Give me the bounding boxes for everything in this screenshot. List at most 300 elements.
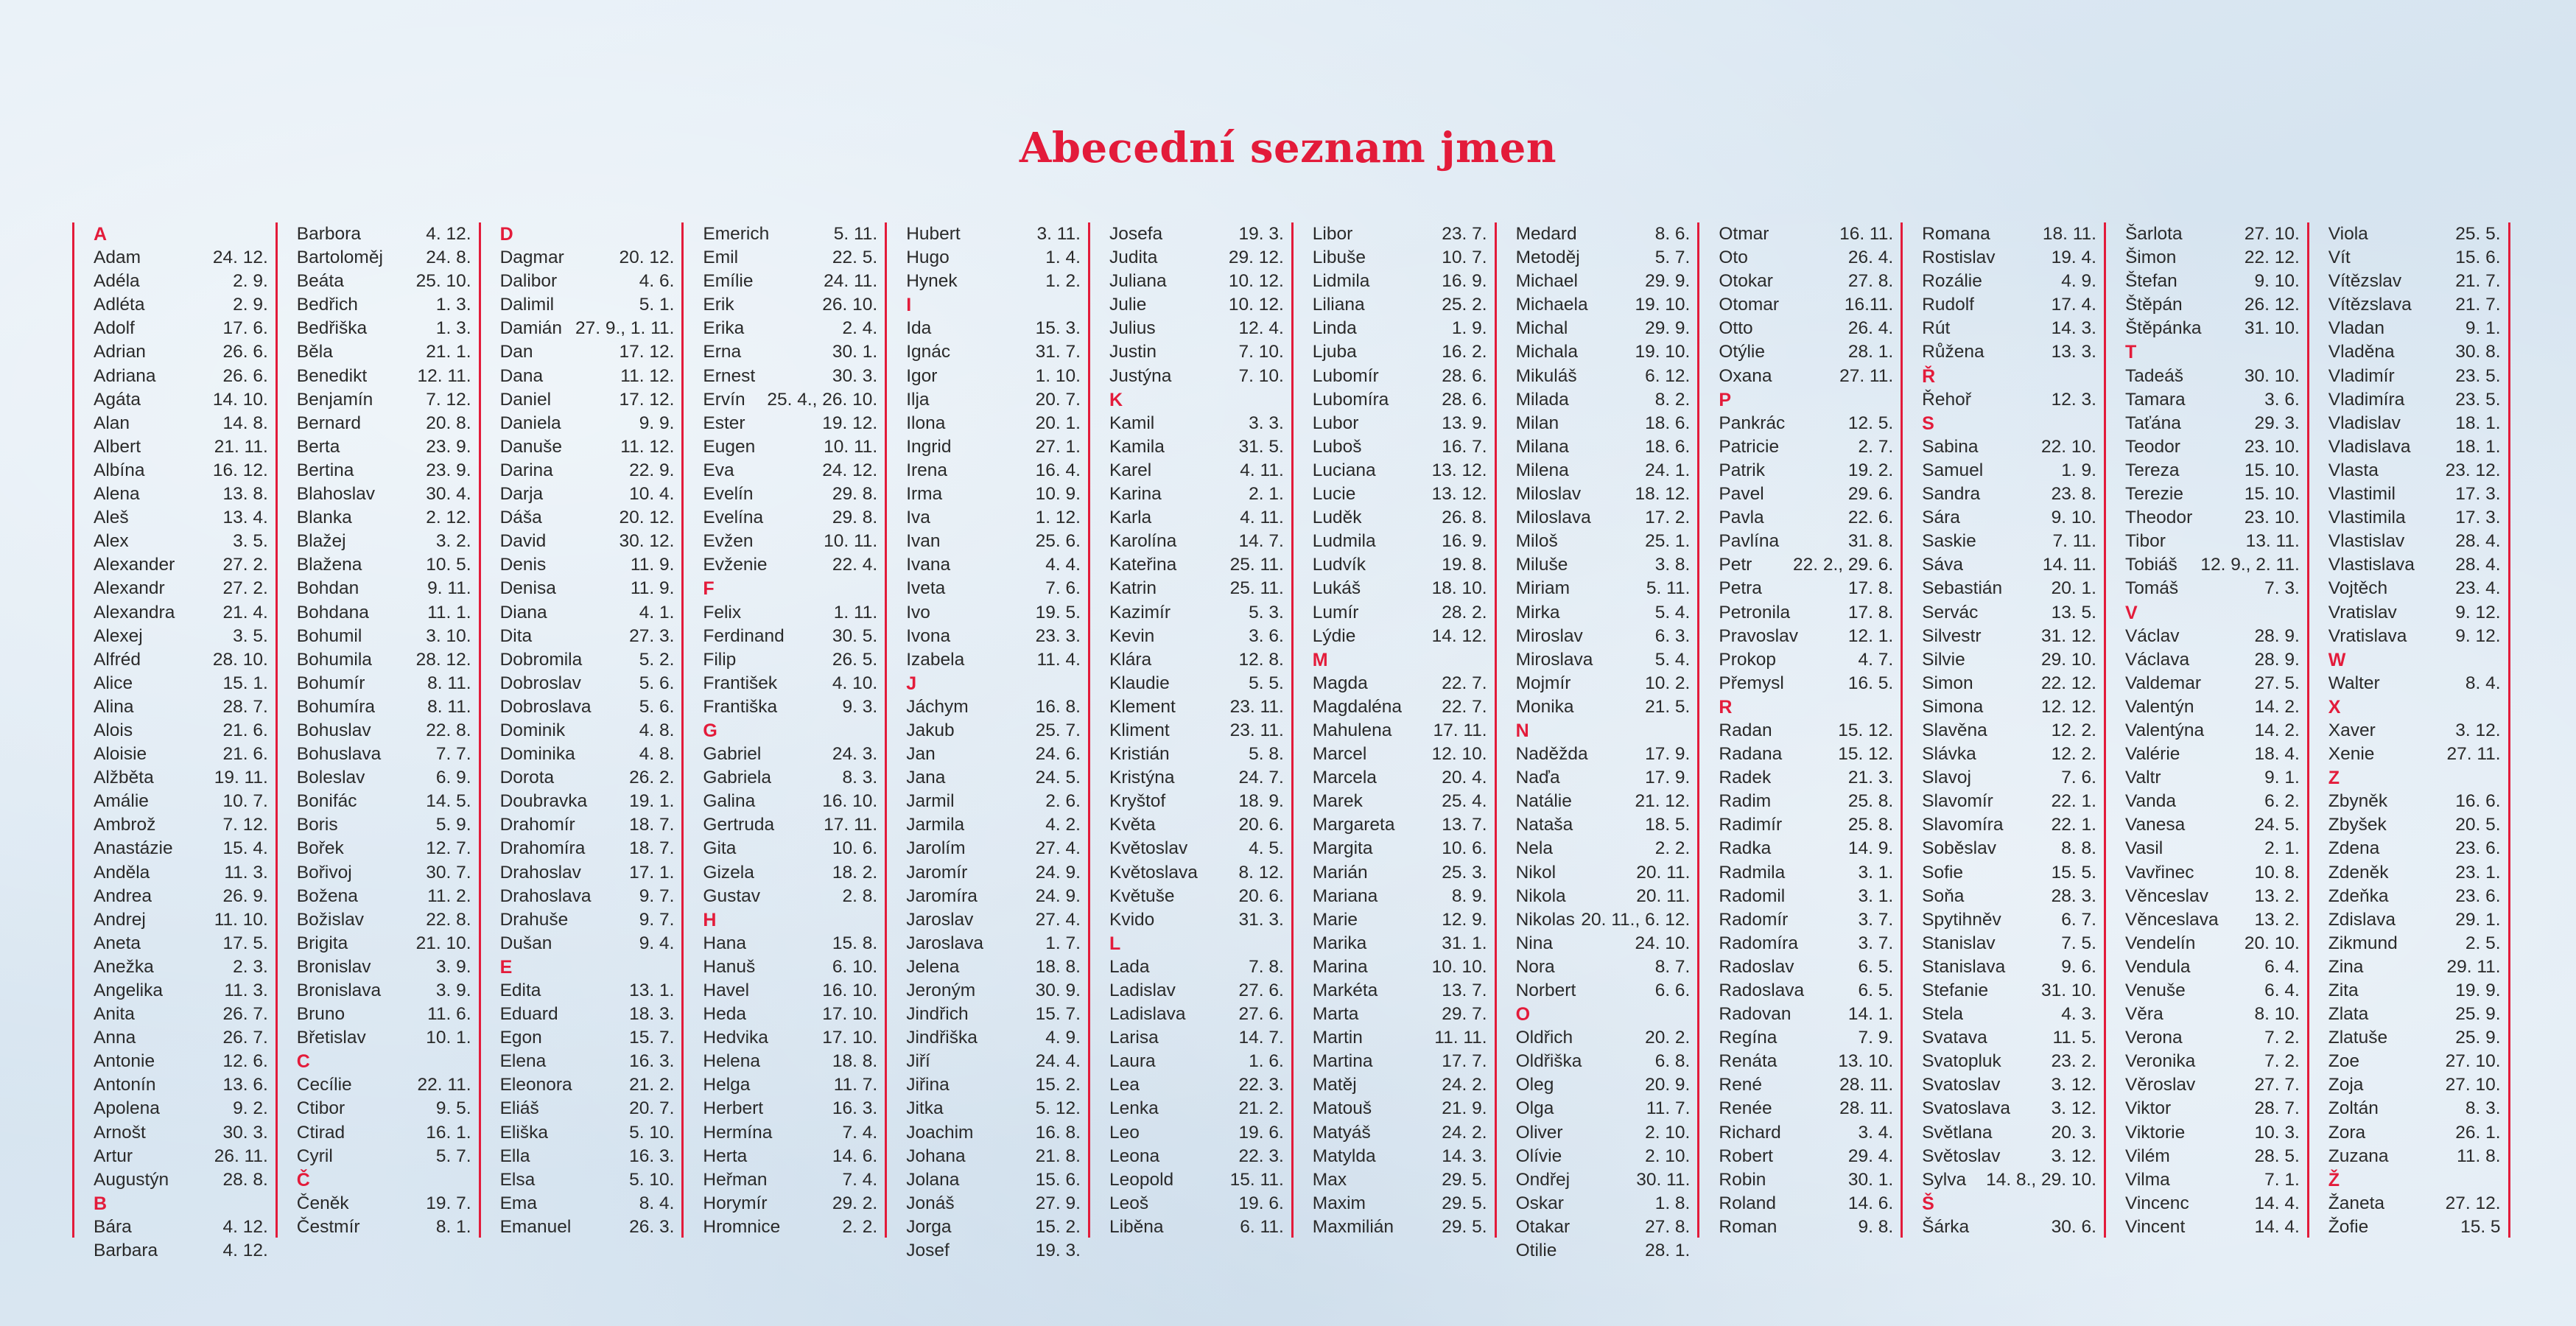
name-day-date: 17. 12. [619, 342, 675, 362]
name-text: Veronika [2124, 1051, 2196, 1072]
letter-heading: V [2124, 602, 2138, 623]
name-day-date: 3. 10. [426, 625, 471, 646]
name-day-date: 19. 6. [1238, 1122, 1284, 1143]
name-entry [500, 766, 675, 790]
name-day-date: 6. 4. [2264, 981, 2300, 1000]
name-day-date: 22. 10. [2041, 436, 2096, 457]
name-day-date: 1. 8. [1654, 1193, 1691, 1213]
name-text: Radmila [1719, 862, 1786, 883]
name-text: Vojtěch [2328, 578, 2388, 599]
name-day-date: 23. 9. [426, 436, 471, 457]
name-entry [2125, 270, 2300, 293]
name-entry [2328, 1073, 2501, 1097]
name-text: Zdeněk [2328, 862, 2389, 883]
name-text: Amálie [94, 791, 149, 812]
name-entry [1313, 1145, 1487, 1168]
name-text: Radimír [1719, 815, 1783, 835]
name-text: Roland [1719, 1193, 1777, 1213]
name-entry [1922, 1073, 2096, 1097]
name-day-date: 29. 10. [2041, 649, 2096, 670]
name-day-date: 18. 11. [2042, 224, 2096, 244]
name-day-date: 8. 9. [1451, 885, 1487, 906]
name-entry [94, 790, 268, 813]
name-day-date: 29. 5. [1442, 1216, 1487, 1237]
name-text: Jaroslav [906, 909, 974, 930]
name-day-date: 31. 12. [2041, 625, 2096, 646]
name-text: Dalibor [499, 271, 558, 292]
name-day-date: 23. 10. [2244, 436, 2300, 457]
name-column [276, 222, 479, 1238]
name-text: Elena [499, 1051, 547, 1072]
name-text: Magdaléna [1312, 696, 1403, 717]
name-day-date: 23. 8. [2051, 484, 2096, 505]
name-text: Marta [1312, 1004, 1359, 1025]
name-day-date: 25. 9. [2455, 1028, 2501, 1048]
name-text: Luciana [1312, 460, 1376, 480]
name-entry [1109, 908, 1284, 932]
name-text: Nikola [1515, 885, 1566, 906]
name-day-date: 22. 6. [1847, 508, 1894, 528]
name-text: Evelín [703, 484, 754, 505]
name-text: Milada [1515, 389, 1569, 410]
name-day-date: 9. 5. [435, 1098, 471, 1119]
name-entry [1313, 340, 1487, 364]
name-text: Drahoslava [499, 885, 592, 906]
name-entry [1516, 412, 1691, 435]
name-text: Apolena [94, 1098, 160, 1119]
name-entry [906, 932, 1081, 955]
name-day-date: 30. 3. [832, 365, 878, 386]
name-text: Ivana [906, 555, 951, 575]
name-day-date: 18. 9. [1238, 791, 1284, 812]
name-text: Alex [94, 531, 129, 552]
name-entry [2125, 908, 2300, 932]
name-day-date: 4. 12. [426, 224, 471, 244]
name-day-date: 19. 8. [1442, 555, 1487, 575]
name-day-date: 14. 7. [1238, 1028, 1284, 1048]
name-entry [94, 766, 268, 790]
name-text: Vít [2328, 248, 2351, 268]
name-text: Adléta [94, 295, 145, 315]
name-day-date: 9. 3. [842, 696, 878, 717]
name-text: Čeněk [296, 1193, 349, 1213]
name-text: Matylda [1312, 1146, 1376, 1166]
name-day-date: 2. 1. [1249, 484, 1284, 505]
name-day-date: 26. 7. [222, 1004, 268, 1025]
name-text: Marika [1312, 933, 1367, 953]
name-entry [2125, 1121, 2300, 1145]
name-entry [2328, 719, 2501, 743]
name-entry [297, 625, 471, 648]
name-day-date: 16. 3. [629, 1051, 675, 1072]
name-text: Vítězslava [2328, 295, 2412, 315]
name-day-date: 7. 8. [1249, 956, 1284, 977]
name-text: Vladan [2328, 318, 2385, 339]
name-entry [500, 577, 675, 600]
name-entry [500, 601, 675, 625]
name-text: Oleg [1515, 1075, 1554, 1095]
name-text: Julius [1109, 318, 1156, 339]
name-column [2104, 222, 2307, 1238]
name-text: Květoslav [1109, 838, 1188, 859]
name-entry [297, 1145, 471, 1168]
name-text: Renáta [1719, 1051, 1777, 1072]
name-entry [1922, 506, 2096, 530]
name-text: Ivan [906, 531, 941, 552]
name-day-date: 7. 10. [1238, 365, 1284, 386]
name-text: Beáta [296, 271, 344, 292]
name-day-date: 7. 9. [1858, 1028, 1894, 1048]
name-text: Ingrid [906, 436, 952, 457]
name-entry [1719, 861, 1893, 885]
name-entry [500, 246, 675, 270]
name-text: Lea [1109, 1075, 1140, 1095]
name-text: Alina [94, 696, 134, 717]
name-day-date: 12. 7. [426, 838, 471, 859]
name-text: Joachim [906, 1122, 974, 1143]
name-text: Svatoslava [1922, 1098, 2011, 1119]
name-day-date: 3. 12. [2051, 1098, 2096, 1119]
name-day-date: 23. 11. [1229, 696, 1284, 717]
name-entry [703, 530, 877, 553]
name-day-date: 29. 6. [1847, 484, 1894, 505]
name-day-date: 15. 7. [629, 1028, 675, 1048]
name-day-date: 4. 11. [1240, 460, 1284, 480]
name-text: Žaneta [2328, 1193, 2385, 1213]
name-text: Ivo [906, 602, 930, 622]
name-text: Andrej [94, 909, 146, 930]
name-day-date: 12. 2. [2051, 744, 2096, 765]
name-entry [1516, 1026, 1691, 1050]
name-entry [500, 648, 675, 672]
name-day-date: 26. 2. [629, 768, 675, 788]
name-text: Vratislava [2328, 625, 2407, 646]
name-text: Jorga [906, 1216, 952, 1237]
name-entry [1516, 553, 1691, 577]
name-entry [1719, 932, 1893, 955]
name-text: Bartoloměj [296, 248, 383, 268]
name-day-date: 18. 6. [1645, 436, 1691, 457]
name-entry [2328, 222, 2501, 246]
name-entry [1109, 317, 1284, 340]
name-day-date: 16. 3. [629, 1146, 675, 1166]
name-text: Barbara [94, 1241, 158, 1261]
name-entry [2328, 932, 2501, 955]
name-entry [297, 246, 471, 270]
name-text: Václav [2124, 625, 2180, 646]
name-day-date: 22. 4. [832, 555, 878, 575]
name-entry [1109, 222, 1284, 246]
name-day-date: 15. 10. [2244, 460, 2300, 480]
name-text: Zoja [2328, 1075, 2364, 1095]
name-day-date: 26. 8. [1442, 508, 1487, 528]
name-entry [703, 270, 877, 293]
name-text: Albína [94, 460, 145, 480]
name-day-date: 24. 4. [1035, 1051, 1081, 1072]
name-day-date: 10. 9. [1035, 484, 1081, 505]
name-entry [2328, 743, 2501, 766]
name-text: Johana [906, 1146, 966, 1166]
letter-heading: I [906, 295, 912, 316]
name-text: Božislav [296, 909, 365, 930]
name-text: Ernest [703, 365, 756, 386]
name-entry [2328, 601, 2501, 625]
name-text: Zdena [2328, 838, 2380, 859]
name-day-date: 22. 3. [1238, 1075, 1284, 1095]
name-text: Jaromíra [906, 885, 978, 906]
name-text: Havel [703, 981, 750, 1000]
name-entry [1516, 317, 1691, 340]
name-entry [1109, 412, 1284, 435]
name-text: Anežka [94, 956, 154, 977]
name-entry [1719, 837, 1893, 860]
name-day-date: 25. 11. [1229, 555, 1284, 575]
name-text: Miloslav [1515, 484, 1582, 505]
name-day-date: 24. 9. [1035, 885, 1081, 906]
name-day-date: 16. 6. [2455, 791, 2501, 812]
name-entry [1516, 1192, 1691, 1216]
name-day-date: 25. 1. [1645, 531, 1691, 552]
name-text: Doubravka [499, 791, 588, 812]
name-text: Dita [499, 625, 533, 646]
name-text: Simon [1922, 673, 1973, 693]
name-text: Eva [703, 460, 734, 480]
name-day-date: 20. 9. [1645, 1075, 1691, 1095]
name-text: Petr [1719, 555, 1752, 575]
name-text: Justýna [1109, 365, 1172, 386]
name-entry [703, 222, 877, 246]
name-day-date: 20. 4. [1442, 768, 1487, 788]
name-day-date: 28. 5. [2254, 1146, 2300, 1166]
name-day-date: 30. 10. [2244, 365, 2300, 386]
name-entry [2328, 1097, 2501, 1120]
name-day-date: 20. 2. [1645, 1028, 1691, 1048]
name-day-date: 19. 2. [1847, 460, 1894, 480]
name-text: Alexej [94, 625, 143, 646]
name-day-date: 7. 7. [435, 744, 471, 765]
name-text: Vratislav [2328, 602, 2397, 622]
name-day-date: 29. 11. [2446, 956, 2501, 977]
name-day-date: 14. 8. [222, 413, 268, 433]
name-day-date: 11. 12. [620, 365, 675, 386]
name-entry [94, 270, 268, 293]
name-text: Řehoř [1922, 389, 1971, 410]
name-day-date: 28. 11. [1839, 1098, 1894, 1119]
name-day-date: 8. 2. [1654, 389, 1691, 410]
name-entry [1719, 1003, 1893, 1026]
name-entry [500, 908, 675, 932]
name-entry [1719, 1216, 1893, 1239]
name-text: Vilém [2124, 1146, 2170, 1166]
name-entry [906, 766, 1081, 790]
name-text: Otokar [1719, 271, 1773, 292]
name-day-date: 30. 11. [1636, 1169, 1691, 1190]
name-day-date: 28. 7. [222, 696, 268, 717]
name-entry [1922, 1003, 2096, 1026]
name-text: Lubor [1312, 413, 1359, 433]
name-day-date: 11. 7. [833, 1075, 878, 1095]
name-text: Nikolas [1515, 909, 1575, 930]
name-text: Igor [906, 365, 938, 386]
name-text: Metoděj [1515, 248, 1580, 268]
name-text: Izabela [906, 649, 965, 670]
name-entry [2125, 483, 2300, 506]
name-entry [1109, 340, 1284, 364]
name-entry [1109, 553, 1284, 577]
name-entry [1313, 412, 1487, 435]
name-entry [1719, 766, 1893, 790]
name-text: Max [1312, 1169, 1347, 1190]
name-day-date: 24. 11. [824, 271, 878, 292]
name-entry [297, 365, 471, 388]
name-day-date: 27. 3. [629, 625, 675, 646]
name-entry [2328, 459, 2501, 483]
name-day-date: 27. 2. [222, 555, 268, 575]
name-day-date: 20. 11. [1636, 862, 1691, 883]
name-day-date: 27. 10. [2445, 1051, 2501, 1072]
name-entry [297, 1097, 471, 1120]
name-text: Ivona [906, 625, 951, 646]
name-entry [500, 553, 675, 577]
name-day-date: 13. 12. [1431, 460, 1487, 480]
name-entry [2125, 672, 2300, 695]
name-text: Ondřej [1515, 1169, 1570, 1190]
name-text: Tereza [2124, 460, 2180, 480]
name-text: Felix [703, 602, 742, 622]
name-day-date: 28. 11. [1839, 1075, 1894, 1095]
name-entry [1313, 1097, 1487, 1120]
name-text: Angelika [94, 981, 163, 1000]
name-text: Karina [1109, 484, 1162, 505]
name-day-date: 24. 6. [1035, 744, 1081, 765]
name-entry [906, 388, 1081, 412]
name-day-date: 17. 5. [222, 933, 268, 953]
name-entry [94, 483, 268, 506]
name-day-date: 26. 10. [822, 295, 878, 315]
name-entry [1109, 506, 1284, 530]
name-entry [1922, 1216, 2096, 1239]
name-day-date: 28. 1. [1847, 342, 1894, 362]
name-day-date: 3. 9. [435, 981, 471, 1000]
name-text: Nela [1515, 838, 1553, 859]
name-entry [1516, 1216, 1691, 1239]
name-text: Přemysl [1719, 673, 1784, 693]
letter-heading: Z [2328, 768, 2340, 789]
name-day-date: 30. 7. [426, 862, 471, 883]
name-day-date: 17. 9. [1645, 768, 1691, 788]
name-entry [1922, 459, 2096, 483]
name-entry [1516, 743, 1691, 766]
name-text: Vladimír [2328, 365, 2395, 386]
letter-heading: H [703, 909, 717, 930]
name-entry [500, 1050, 675, 1073]
name-text: Jolana [906, 1169, 960, 1190]
name-entry [703, 1168, 877, 1192]
name-text: Jaroslava [906, 933, 984, 953]
name-day-date: 23. 5. [2455, 365, 2501, 386]
name-text: Hanuš [703, 956, 756, 977]
name-entry [1719, 979, 1893, 1003]
name-text: Jan [906, 744, 936, 765]
name-text: Lumír [1312, 602, 1359, 622]
name-day-date: 17. 8. [1847, 578, 1894, 599]
letter-heading: P [1719, 389, 1732, 410]
name-text: Marián [1312, 862, 1368, 883]
name-text: Liběna [1109, 1216, 1164, 1237]
name-text: Hugo [906, 248, 950, 268]
name-day-date: 16. 8. [1035, 1122, 1081, 1143]
name-text: Radek [1719, 768, 1772, 788]
name-entry [1719, 577, 1893, 600]
name-day-date: 7. 12. [222, 815, 268, 835]
name-text: Darina [499, 460, 553, 480]
name-day-date: 27. 10. [2445, 1075, 2501, 1095]
name-day-date: 3. 2. [435, 531, 471, 552]
name-entry [703, 885, 877, 908]
name-day-date: 10. 7. [1442, 248, 1487, 268]
name-text: Benedikt [296, 365, 368, 386]
name-entry [500, 506, 675, 530]
name-entry [297, 530, 471, 553]
name-text: Stela [1922, 1004, 1964, 1025]
name-entry [1313, 790, 1487, 813]
name-day-date: 14. 6. [832, 1146, 878, 1166]
name-day-date: 13. 3. [2051, 342, 2096, 362]
name-entry [297, 1192, 471, 1216]
name-entry [500, 1216, 675, 1239]
name-entry [1719, 530, 1893, 553]
name-day-date: 17. 10. [822, 1028, 878, 1048]
name-text: Medard [1515, 224, 1577, 244]
name-entry [1922, 483, 2096, 506]
name-text: Bára [94, 1216, 132, 1237]
name-day-date: 3. 5. [233, 625, 268, 646]
name-text: Silvestr [1922, 625, 1982, 646]
name-text: Bonifác [296, 791, 357, 812]
name-day-date: 10. 1. [426, 1028, 471, 1048]
name-entry [2328, 317, 2501, 340]
name-day-date: 15. 12. [1838, 744, 1894, 765]
name-day-date: 19. 6. [1238, 1193, 1284, 1213]
name-text: Terezie [2124, 484, 2183, 505]
name-entry [703, 1026, 877, 1050]
name-text: Karel [1109, 460, 1152, 480]
name-day-date: 21. 1. [426, 342, 471, 362]
name-text: Radomil [1719, 885, 1786, 906]
name-text: Boleslav [296, 768, 365, 788]
name-text: Naďa [1515, 768, 1560, 788]
name-day-date: 11. 6. [427, 1004, 471, 1025]
name-text: Luděk [1312, 508, 1362, 528]
name-text: Hermína [703, 1122, 773, 1143]
name-text: Vladislava [2328, 436, 2411, 457]
name-entry [1516, 955, 1691, 979]
name-text: Jáchym [906, 696, 969, 717]
name-day-date: 9. 11. [427, 578, 471, 599]
name-day-date: 31. 1. [1442, 933, 1487, 953]
name-day-date: 1. 4. [1045, 248, 1081, 268]
name-day-date: 30. 4. [426, 484, 471, 505]
name-entry [94, 932, 268, 955]
name-text: Otmar [1719, 224, 1769, 244]
name-entry [297, 577, 471, 600]
name-entry [2328, 1050, 2501, 1073]
name-text: Zora [2328, 1122, 2366, 1143]
name-text: Václava [2124, 649, 2190, 670]
name-day-date: 23. 9. [426, 460, 471, 480]
name-entry [2125, 246, 2300, 270]
name-entry [906, 885, 1081, 908]
